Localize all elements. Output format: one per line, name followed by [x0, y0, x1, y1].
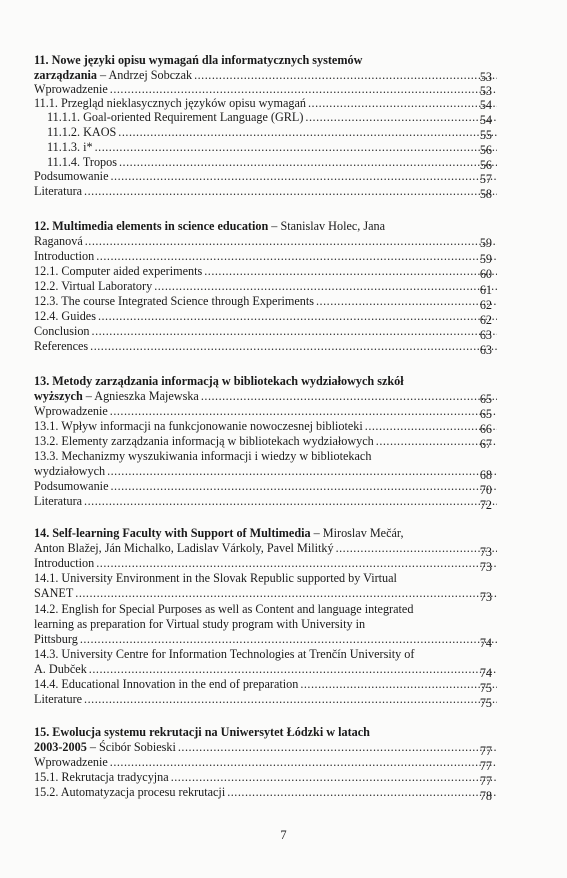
toc-page: 55 — [479, 128, 492, 142]
toc-entry: Introduction ..... — [34, 556, 499, 570]
toc-entry: A. Dubček ..... — [34, 662, 499, 676]
toc-page: 62 — [479, 298, 492, 312]
toc-entry: 11.1.3. i* ..... — [47, 140, 499, 154]
toc-page: 54 — [479, 98, 492, 112]
toc-entry: Introduction ..... — [34, 249, 499, 263]
toc-page: 77 — [479, 774, 492, 788]
toc-entry: 14.1. University Environment in the Slovak Republic supported by Virtual — [34, 571, 397, 585]
section-14-title: 14. Self-learning Faculty with Support of Multimedia – Miroslav Mečár, — [34, 526, 404, 540]
toc-page: 65 — [479, 407, 492, 421]
toc-entry: 14.4. Educational Innovation in the end of preparation ..... — [34, 677, 499, 691]
section-14-title-cont: Anton Blažej, Ján Michalko, Ladislav Várkoly, Pavel Militký ..... — [34, 541, 499, 555]
toc-entry: Literatura ..... — [34, 184, 499, 198]
toc-page: 56 — [479, 158, 492, 172]
section-13-title: 13. Metody zarządzania informacją w bibliotekach wydziałowych szkół — [34, 374, 404, 388]
toc-page: 67 — [479, 437, 492, 451]
toc-page: 53 — [479, 84, 492, 98]
section-13-title-cont: wyższych – Agnieszka Majewska ..... — [34, 389, 499, 403]
toc-entry: 11.1.1. Goal-oriented Requirement Language (GRL) ..... — [47, 110, 499, 124]
section-11-title: 11. Nowe języki opisu wymagań dla informatycznych systemów — [34, 53, 363, 67]
section-15-title-cont: 2003-2005 – Ścibór Sobieski ..... — [34, 740, 499, 754]
toc-page: 59 — [479, 252, 492, 266]
section-13-page: 65 — [479, 392, 492, 406]
toc-page: 58 — [479, 187, 492, 201]
toc-page: 70 — [479, 483, 492, 497]
toc-page: 68 — [479, 468, 492, 482]
section-11-title-cont: zarządzania – Andrzej Sobczak ..... — [34, 68, 499, 82]
section-12-title: 12. Multimedia elements in science education – Stanislav Holec, Jana — [34, 219, 386, 233]
toc-entry: 12.4. Guides ..... — [34, 309, 499, 323]
section-14-page: 73 — [479, 545, 492, 559]
toc-page: 60 — [479, 267, 492, 281]
toc-entry: 13.1. Wpływ informacji na funkcjonowanie nowoczesnej biblioteki ..... — [34, 419, 499, 433]
toc-entry: 12.3. The course Integrated Science through Experiments ..... — [34, 294, 499, 308]
section-15-title: 15. Ewolucja systemu rekrutacji na Uniwersytet Łódzki w latach — [34, 725, 370, 739]
toc-entry: 11.1.4. Tropos ..... — [47, 155, 499, 169]
toc-page: 73 — [479, 560, 492, 574]
toc-entry: wydziałowych ..... — [34, 464, 499, 478]
toc-entry: 12.2. Virtual Laboratory ..... — [34, 279, 499, 293]
toc-page: 62 — [479, 313, 492, 327]
toc-entry: 14.2. English for Special Purposes as well as Content and language integrated — [34, 602, 414, 616]
toc-entry: Literatura ..... — [34, 494, 499, 508]
toc-entry: Wprowadzenie ..... — [34, 82, 499, 96]
toc-entry: 13.2. Elementy zarządzania informacją w bibliotekach wydziałowych ..... — [34, 434, 499, 448]
toc-page: 77 — [479, 759, 492, 773]
toc-entry: 15.1. Rekrutacja tradycyjna ..... — [34, 770, 499, 784]
toc-entry: 13.3. Mechanizmy wyszukiwania informacji i wiedzy w bibliotekach — [34, 449, 372, 463]
toc-page: 54 — [479, 113, 492, 127]
toc-page: 72 — [479, 498, 492, 512]
section-11-page: 53 — [479, 70, 492, 84]
toc-page: 74 — [479, 666, 492, 680]
toc-page: 56 — [479, 143, 492, 157]
toc-page: 63 — [479, 343, 492, 357]
toc-page: 75 — [479, 696, 492, 710]
toc-page: 74 — [479, 636, 492, 650]
toc-entry: 15.2. Automatyzacja procesu rekrutacji ..... — [34, 785, 499, 799]
toc-page: 78 — [479, 789, 492, 803]
toc-page: 57 — [479, 172, 492, 186]
toc-entry: Wprowadzenie ..... — [34, 755, 499, 769]
section-15-page: 77 — [479, 744, 492, 758]
toc-entry: Podsumowanie ..... — [34, 479, 499, 493]
section-12-page: 59 — [479, 236, 492, 250]
toc-entry: Conclusion ..... — [34, 324, 499, 338]
toc-entry: 11.1.2. KAOS ..... — [47, 125, 499, 139]
toc-entry: learning as preparation for Virtual study program with University in — [34, 617, 366, 631]
toc-entry: 14.3. University Centre for Information Technologies at Trenčín University of — [34, 647, 415, 661]
toc-entry: 12.1. Computer aided experiments ..... — [34, 264, 499, 278]
toc-entry: References ..... — [34, 339, 499, 353]
toc-entry: Podsumowanie ..... — [34, 169, 499, 183]
section-12-title-cont: Raganová ..... — [34, 234, 499, 248]
page-number: 7 — [280, 828, 287, 842]
toc-page: 63 — [479, 328, 492, 342]
toc-entry: Wprowadzenie ..... — [34, 404, 499, 418]
toc-entry: Literature ..... — [34, 692, 499, 706]
toc-entry: 11.1. Przegląd nieklasycznych języków opisu wymagań ..... — [34, 96, 499, 110]
toc-entry: SANET ..... — [34, 586, 499, 600]
toc-page: 75 — [479, 681, 492, 695]
toc-page: 73 — [479, 590, 492, 604]
toc-page: 61 — [479, 283, 492, 297]
toc-page: 66 — [479, 422, 492, 436]
toc-entry: Pittsburg ..... — [34, 632, 499, 646]
